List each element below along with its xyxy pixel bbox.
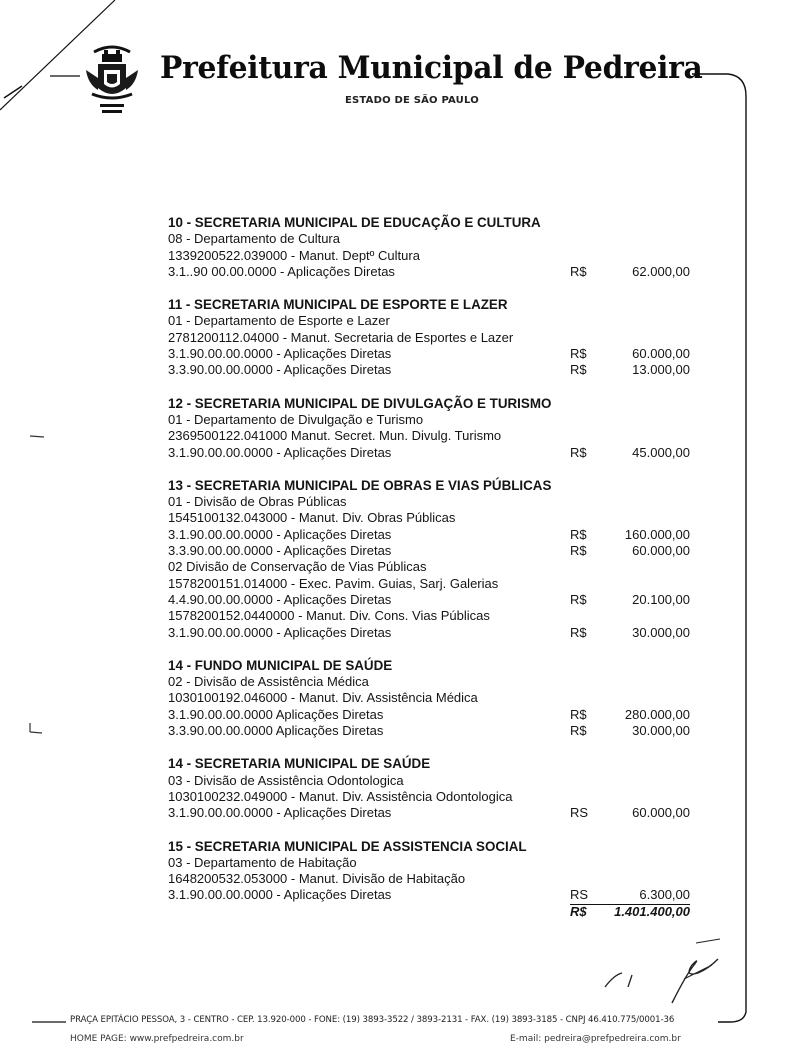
line-text: 3.1.90.00.00.0000 - Aplicações Diretas (168, 444, 392, 460)
line-text: 03 - Departamento de Habitação (168, 854, 357, 870)
line-currency: R$ (570, 706, 587, 722)
line-text: 1030100192.046000 - Manut. Div. Assistência Médica (168, 690, 478, 706)
coat-of-arms-icon (84, 44, 140, 118)
total-currency: R$ (570, 903, 587, 919)
line-amount: 30.000,00 (632, 624, 690, 640)
line-text: 4.4.90.00.00.0000 - Aplicações Diretas (168, 591, 392, 607)
line-text: 3.1.90.00.00.0000 - Aplicações Diretas (168, 624, 392, 640)
line-amount: 30.000,00 (632, 723, 690, 739)
total-line (168, 904, 698, 920)
section-heading: 14 - SECRETARIA MUNICIPAL DE SAÚDE (168, 756, 431, 772)
section-obras-vias (168, 478, 698, 641)
line-currency: R$ (570, 526, 587, 542)
line-currency: R$ (570, 362, 587, 378)
line-currency: R$ (570, 543, 587, 559)
line-amount: 13.000,00 (632, 362, 690, 378)
line-amount: 60.000,00 (632, 543, 690, 559)
budget-line (168, 592, 698, 608)
budget-line (168, 559, 698, 575)
section-secretaria-saude (168, 756, 698, 821)
budget-line (168, 445, 698, 461)
budget-line (168, 805, 698, 821)
budget-line (168, 707, 698, 723)
budget-line (168, 428, 698, 444)
line-amount: 160.000,00 (624, 526, 690, 542)
line-text: 3.1.90.00.00.0000 - Aplicações Diretas (168, 805, 392, 821)
budget-line (168, 773, 698, 789)
line-text: 1578200152.0440000 - Manut. Div. Cons. Vias Públicas (168, 608, 490, 624)
line-amount: 280.000,00 (624, 706, 690, 722)
line-text: 3.3.90.00.00.0000 - Aplicações Diretas (168, 543, 392, 559)
line-currency: R$ (570, 591, 587, 607)
section-esporte-lazer (168, 297, 698, 378)
budget-line (168, 690, 698, 706)
line-text: 3.1..90 00.00.0000 - Aplicações Diretas (168, 263, 395, 279)
line-text: 03 - Divisão de Assistência Odontologica (168, 772, 404, 788)
line-text: 01 - Departamento de Divulgação e Turismo (168, 411, 424, 427)
section-heading: 15 - SECRETARIA MUNICIPAL DE ASSISTENCIA SOCIAL (168, 838, 527, 854)
budget-line (168, 625, 698, 641)
budget-line (168, 412, 698, 428)
budget-line (168, 264, 698, 280)
line-text: 1339200522.039000 - Manut. Deptº Cultura (168, 247, 420, 263)
line-text: 01 - Divisão de Obras Públicas (168, 494, 347, 510)
line-amount: 60.000,00 (632, 805, 690, 821)
line-currency: R$ (570, 444, 587, 460)
line-text: 3.3.90.00.00.0000 - Aplicações Diretas (168, 362, 392, 378)
line-currency: R$ (570, 346, 587, 362)
line-text: 2369500122.041000 Manut. Secret. Mun. Divulg. Turismo (168, 428, 502, 444)
line-amount: 62.000,00 (632, 263, 690, 279)
line-text: 3.1.90.00.00.0000 - Aplicações Diretas (168, 887, 392, 903)
budget-content (168, 215, 698, 920)
footer-email: E-mail: pedreira@prefpedreira.com.br (510, 1034, 681, 1044)
line-text: 08 - Departamento de Cultura (168, 231, 340, 247)
section-heading: 11 - SECRETARIA MUNICIPAL DE ESPORTE E LAZER (168, 297, 508, 313)
line-amount: 20.100,00 (632, 591, 690, 607)
line-text: 02 Divisão de Conservação de Vias Públicas (168, 559, 427, 575)
page-title: Prefeitura Municipal de Pedreira (160, 50, 703, 86)
budget-line (168, 330, 698, 346)
section-assistencia-social (168, 839, 698, 920)
signature-icon (600, 935, 730, 1010)
section-divulgacao-turismo (168, 396, 698, 461)
line-amount: 60.000,00 (632, 346, 690, 362)
line-currency: R$ (570, 624, 587, 640)
section-heading: 12 - SECRETARIA MUNICIPAL DE DIVULGAÇÃO E TURISMO (168, 395, 552, 411)
budget-line (168, 543, 698, 559)
budget-line (168, 871, 698, 887)
budget-line (168, 362, 698, 378)
line-amount: 45.000,00 (632, 444, 690, 460)
section-heading: 14 - FUNDO MUNICIPAL DE SAÚDE (168, 657, 393, 673)
budget-line (168, 527, 698, 543)
line-text: 1648200532.053000 - Manut. Divisão de Habitação (168, 871, 466, 887)
line-text: 3.1.90.00.00.0000 - Aplicações Diretas (168, 526, 392, 542)
budget-line (168, 313, 698, 329)
line-text: 3.1.90.00.00.0000 - Aplicações Diretas (168, 346, 392, 362)
footer-address: PRAÇA EPITÁCIO PESSOA, 3 - CENTRO - CEP. 13.920-000 - FONE: (19) 3893-3522 / 3893-2131 - FAX. (19) 3893-3185 - CNPJ 46.410.775/0001-36 (70, 1015, 675, 1025)
budget-line (168, 789, 698, 805)
total-amount: 1.401.400,00 (614, 903, 690, 919)
line-text: 1578200151.014000 - Exec. Pavim. Guias, Sarj. Galerias (168, 575, 499, 591)
line-text: 3.1.90.00.00.0000 Aplicações Diretas (168, 706, 384, 722)
budget-line (168, 855, 698, 871)
line-text: 02 - Divisão de Assistência Médica (168, 674, 369, 690)
line-text: 01 - Departamento de Esporte e Lazer (168, 313, 390, 329)
budget-line (168, 887, 698, 903)
budget-line (168, 231, 698, 247)
budget-line (168, 723, 698, 739)
budget-line (168, 248, 698, 264)
section-educacao-cultura (168, 215, 698, 280)
budget-line (168, 674, 698, 690)
section-heading: 10 - SECRETARIA MUNICIPAL DE EDUCAÇÃO E CULTURA (168, 215, 541, 230)
line-text: 1545100132.043000 - Manut. Div. Obras Públicas (168, 510, 456, 526)
line-currency: R$ (570, 723, 587, 739)
line-text: 1030100232.049000 - Manut. Div. Assistência Odontologica (168, 788, 513, 804)
budget-line (168, 346, 698, 362)
line-amount: 6.300,00 (639, 887, 690, 903)
line-currency: RS (570, 805, 589, 821)
budget-line (168, 510, 698, 526)
line-currency: R$ (570, 263, 587, 279)
line-text: 3.3.90.00.00.0000 Aplicações Diretas (168, 723, 384, 739)
budget-line (168, 494, 698, 510)
section-fundo-saude (168, 658, 698, 739)
footer-homepage: HOME PAGE: www.prefpedreira.com.br (70, 1034, 244, 1044)
section-heading: 13 - SECRETARIA MUNICIPAL DE OBRAS E VIAS PÚBLICAS (168, 477, 552, 493)
budget-line (168, 576, 698, 592)
page-subtitle: ESTADO DE SÃO PAULO (345, 95, 479, 106)
line-text: 2781200112.04000 - Manut. Secretaria de Esportes e Lazer (168, 329, 514, 345)
line-currency: RS (570, 887, 589, 903)
budget-line (168, 608, 698, 624)
